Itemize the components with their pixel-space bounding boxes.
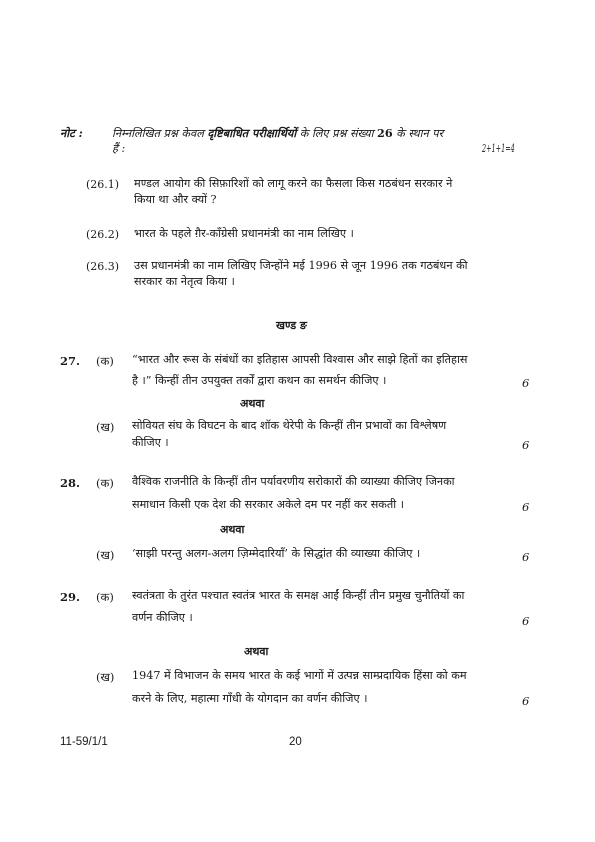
note-text-pre: निम्नलिखित प्रश्न केवल bbox=[112, 127, 208, 140]
note-marks: 2+1+1=4 bbox=[482, 142, 515, 155]
subquestion-text: सरकार का नेतृत्व किया । bbox=[134, 275, 235, 288]
page-number: 20 bbox=[289, 736, 302, 748]
option-label: (ख) bbox=[96, 548, 115, 562]
question-text: स्वतंत्रता के तुरंत पश्चात स्वतंत्र भारत के समक्ष आईं किन्हीं तीन प्रमुख चुनौतियों का bbox=[132, 589, 465, 602]
subquestion-number: (26.2) bbox=[86, 228, 120, 241]
question-number: 27. bbox=[60, 354, 81, 368]
question-text: है ।” किन्हीं तीन उपयुक्त तर्कों द्वारा कथन का समर्थन कीजिए । bbox=[132, 374, 387, 387]
subquestion-text: भारत के पहले ग़ैर-कॉंग्रेसी प्रधानमंत्री का नाम लिखिए । bbox=[134, 227, 354, 240]
or-label: अथवा bbox=[244, 645, 269, 658]
subquestion-text: किया था और क्यों ? bbox=[134, 193, 217, 206]
note-label: नोट : bbox=[60, 126, 83, 140]
option-label: (क) bbox=[96, 590, 114, 604]
subquestion-text: मण्डल आयोग की सिफ़ारिशों को लागू करने का फैसला किस गठबंधन सरकार ने bbox=[134, 177, 453, 190]
option-label: (क) bbox=[96, 354, 114, 368]
question-text: “भारत और रूस के संबंधों का इतिहास आपसी विश्वास और साझे हितों का इतिहास bbox=[132, 353, 468, 366]
or-label: अथवा bbox=[240, 397, 265, 410]
question-text: कीजिए । bbox=[132, 436, 169, 449]
option-label: (ख) bbox=[96, 420, 115, 434]
or-label: अथवा bbox=[220, 523, 245, 536]
note-text-bold: दृष्टिबाधित परीक्षार्थियों bbox=[207, 126, 297, 140]
note-qno: 26 bbox=[377, 126, 393, 140]
note-text-mid: के लिए प्रश्न संख्या bbox=[296, 127, 378, 140]
marks: 6 bbox=[522, 614, 530, 628]
subquestion-text: उस प्रधानमंत्री का नाम लिखिए जिन्होंने मई 1996 से जून 1996 तक गठबंधन की bbox=[134, 259, 468, 272]
question-text: करने के लिए, महात्मा गाँधी के योगदान का वर्णन कीजिए । bbox=[132, 692, 368, 705]
question-text: सोवियत संघ के विघटन के बाद शॉक थेरेपी के किन्हीं तीन प्रभावों का विश्लेषण bbox=[132, 419, 447, 432]
question-text: ‘साझी परन्तु अलग-अलग ज़िम्मेदारियाँ’ के सिद्धांत की व्याख्या कीजिए । bbox=[132, 547, 421, 560]
note-line2: हैं : bbox=[112, 142, 126, 155]
subquestion-number: (26.3) bbox=[86, 260, 120, 273]
question-number: 29. bbox=[60, 590, 81, 604]
note-text bbox=[112, 126, 443, 141]
option-label: (ख) bbox=[96, 670, 115, 684]
subquestion-number: (26.1) bbox=[86, 178, 120, 191]
question-text: समाधान किसी एक देश की सरकार अकेले दम पर नहीं कर सकती । bbox=[132, 498, 404, 511]
question-number: 28. bbox=[60, 476, 81, 490]
question-text: वैश्विक राजनीति के किन्हीं तीन पर्यावरणीय सरोकारों की व्याख्या कीजिए जिनका bbox=[132, 475, 455, 488]
question-text: 1947 में विभाजन के समय भारत के कई भागों में उत्पन्न साम्प्रदायिक हिंसा को कम bbox=[132, 669, 467, 682]
marks: 6 bbox=[522, 550, 530, 564]
marks: 6 bbox=[522, 500, 530, 514]
marks: 6 bbox=[522, 438, 530, 452]
marks: 6 bbox=[522, 376, 530, 390]
note-text-post: के स्थान पर bbox=[392, 127, 444, 140]
paper-code: 11-59/1/1 bbox=[60, 736, 108, 748]
marks: 6 bbox=[522, 694, 530, 708]
question-text: वर्णन कीजिए । bbox=[132, 611, 193, 624]
section-title: खण्ड ङ bbox=[276, 319, 307, 332]
option-label: (क) bbox=[96, 476, 114, 490]
